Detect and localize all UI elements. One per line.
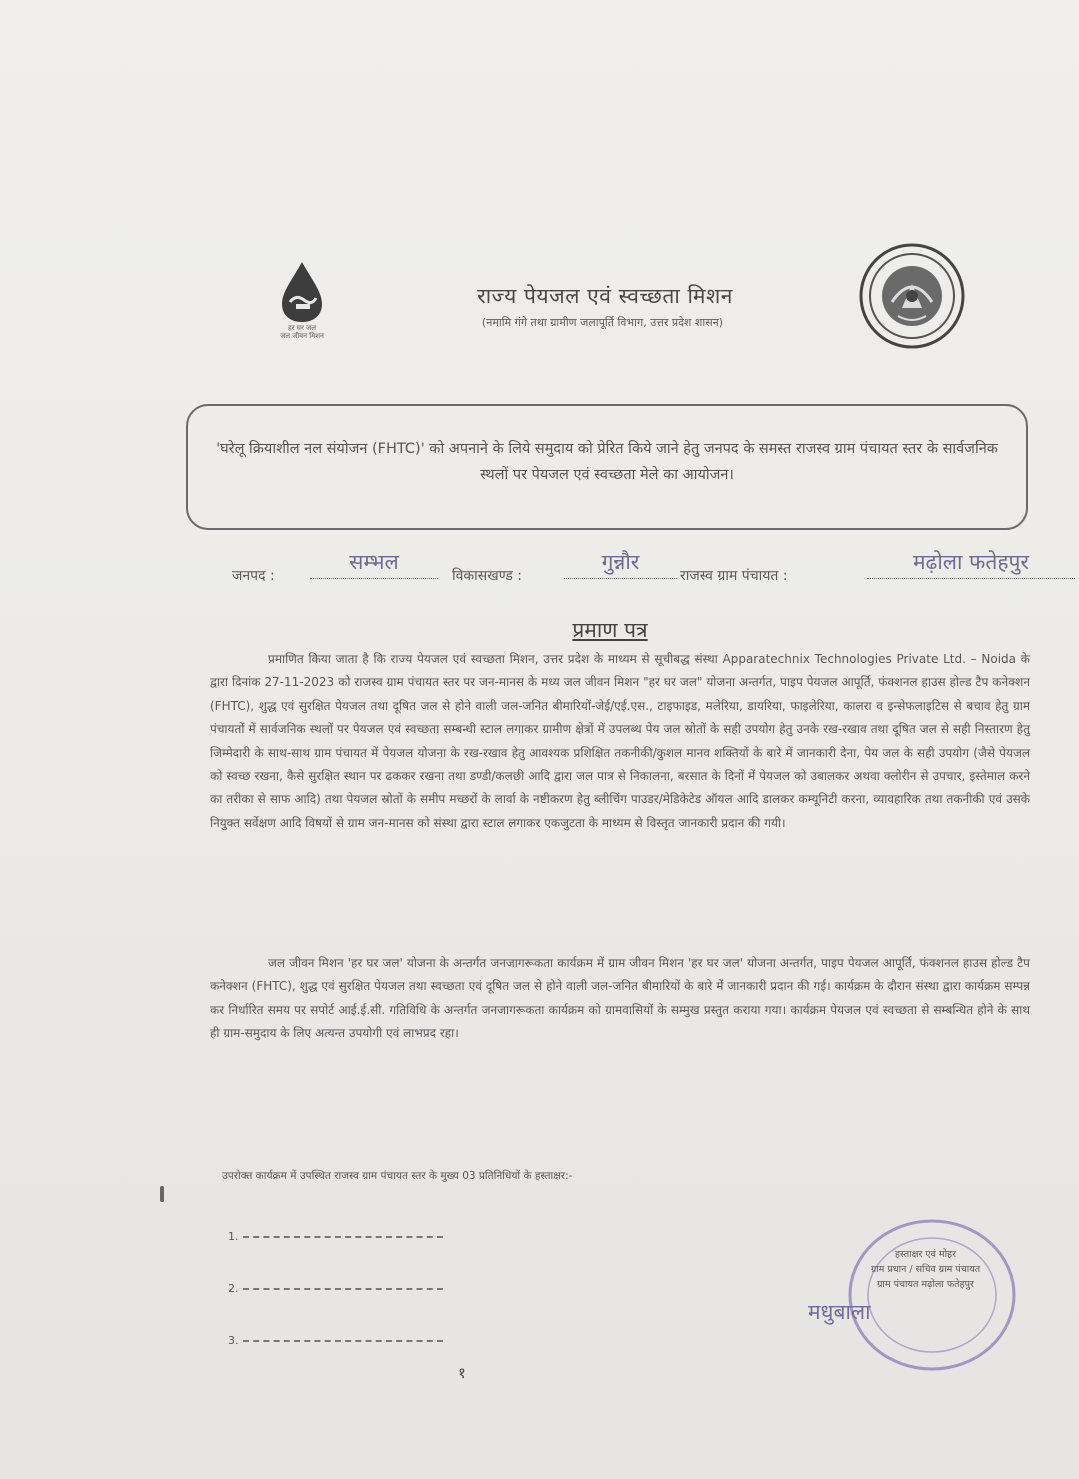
signature-line-3: [228, 1334, 443, 1347]
stamp-text: [808, 1247, 1043, 1292]
location-fields: [232, 548, 1077, 588]
block-label: विकासखण्ड :: [452, 568, 523, 584]
jal-jeevan-mission-logo: [262, 258, 342, 353]
water-drop-icon: [262, 258, 342, 324]
event-banner: [186, 404, 1028, 530]
panchayat-label: राजस्व ग्राम पंचायत :: [680, 568, 788, 584]
signature-line-1: [228, 1230, 443, 1243]
certificate-paragraph-1: प्रमाणित किया जाता है कि राज्य पेयजल एवं स्वच्छता मिशन, उत्तर प्रदेश के माध्यम से सूचीबद्ध संस्था Apparatechnix Technologies Private Ltd. – Noida के द्वारा दिनांक 27-11-2023 को राजस्व ग्राम पंचायत स्तर पर जन-मानस के मध्य जल जीवन मिशन "हर घर जल" योजना अन्तर्गत, पाइप पेयजल आपूर्ति, फंक्शनल हाउस होल्ड टैप कनेक्शन (FHTC), शुद्ध एवं सुरक्षित पेयजल तथा दूषित जल से होने वाली जल-जनित बीमारियों-जेई/एई.एस., टाइफाइड, मलेरिया, डायरिया, फाइलेरिया, कालरा व इन्सेफलाइटिस से बचाव हेतु ग्राम पंचायतों में सार्वजनिक स्थलों पर पेयजल एवं स्वच्छता सम्बन्धी स्टाल लगाकर ग्रामीण क्षेत्रों में उपलब्ध पेय जल स्रोतों के सही उपयोग हेतु उनके रख-रखाव तथा दूषित जल से सही निस्तारण हेतु जिम्मेदारी के साथ-साथ ग्राम पंचायत में पेयजल योजना के रख-रखाव हेतु आवश्यक प्रशिक्षित तकनीकी/कुशल मानव शक्तियों के बारे में जानकारी देना, पेय जल के सही उपयोग (जैसे पेयजल को स्वच्छ रखना, कैसे सुरक्षित स्थान पर ढककर रखना तथा डण्डी/कलछी आदि द्वारा जल पात्र से निकालना, बरसात के दिनों में पेयजल को उबालकर अथवा क्लोरीन से उपचार, इस्तेमाल करने का तरीका से साफ आदि) तथा पेयजल स्रोतों के समीप मच्छरों के लार्वा के नष्टीकरण हेतु ब्लीचिंग पाउडर/मेडिकेटेड ऑयल आदि डालकर कम्यूनिटी करना, व्यावहारिक तथा तकनीकी एवं उसके नियुक्त सर्वेक्षण आदि विषयों से ग्राम जन-मानस को संस्था द्वारा स्टाल लगाकर एकजुटता के माध्यम से विस्तृत जानकारी प्रदान की गयी।: [210, 652, 1030, 830]
banner-text: 'घरेलू क्रियाशील नल संयोजन (FHTC)' को अपनाने के लिये समुदाय को प्रेरित किये जाने हेतु जनपद के समस्त राजस्व ग्राम पंचायत स्तर के सार्वजनिक स्थलों पर पेयजल एवं स्वच्छता मेले का आयोजन।: [216, 441, 998, 483]
block-value: गुन्नौर: [564, 548, 677, 579]
stamp-line-2: ग्राम प्रधान / सचिव ग्राम पंचायत: [870, 1264, 981, 1275]
stamp-line-3: ग्राम पंचायत मढ़ोला फतेहपुर: [877, 1279, 974, 1290]
signature-line-2: [228, 1282, 443, 1295]
signature-line-number: 2.: [228, 1282, 239, 1295]
signature-line-number: 3.: [228, 1334, 239, 1347]
margin-mark: [160, 1186, 164, 1202]
up-government-emblem-icon: [858, 242, 966, 350]
org-subtitle: (नमामि गंगे तथा ग्रामीण जलापूर्ति विभाग, उत्तर प्रदेश शासन): [481, 316, 724, 329]
stamp-line-1: हस्ताक्षर एवं मोहर: [895, 1249, 956, 1260]
district-label: जनपद :: [232, 568, 275, 584]
signature-line-number: 1.: [228, 1230, 239, 1243]
logo-tagline: हर घर जल जल जीवन मिशन: [280, 324, 324, 340]
certificate-title: प्रमाण पत्र: [572, 618, 648, 642]
signature-note: उपरोक्त कार्यक्रम में उपस्थित राजस्व ग्राम पंचायत स्तर के मुख्य 03 प्रतिनिधियों के हस्ताक्षर:-: [222, 1170, 573, 1182]
gram-panchayat-stamp: [845, 1215, 1020, 1375]
certificate-paragraph-2: जल जीवन मिशन 'हर घर जल' योजना के अन्तर्गत जनजागरूकता कार्यक्रम में ग्राम जीवन मिशन 'हर घर जल' योजना अन्तर्गत, पाइप पेयजल आपूर्ति, फंक्शनल हाउस होल्ड टैप कनेक्शन (FHTC), शुद्ध एवं सुरक्षित पेयजल तथा स्वच्छता एवं दूषित जल से होने वाली जल-जनित बीमारियों के बारे में जानकारी प्रदान की गई। कार्यक्रम के दौरान संस्था द्वारा कार्यक्रम सम्पन्न कर निर्धारित समय पर सपोर्ट आई.ई.सी. गतिविधि के अन्तर्गत जनजागरूकता कार्यक्रम को ग्रामवासियों के सम्मुख प्रस्तुत कराया गया। कार्यक्रम पेयजल एवं स्वच्छता से सम्बन्धित होने के साथ ही ग्राम-समुदाय के लिए अत्यन्त उपयोगी एवं लाभप्रद रहा।: [210, 956, 1030, 1041]
org-title: राज्य पेयजल एवं स्वच्छता मिशन: [477, 284, 733, 308]
panchayat-value: मढ़ोला फतेहपुर: [867, 548, 1075, 579]
handwritten-signature: मधुबाला: [808, 1300, 871, 1324]
page-mark: १: [458, 1364, 466, 1382]
district-value: सम्भल: [310, 548, 438, 579]
